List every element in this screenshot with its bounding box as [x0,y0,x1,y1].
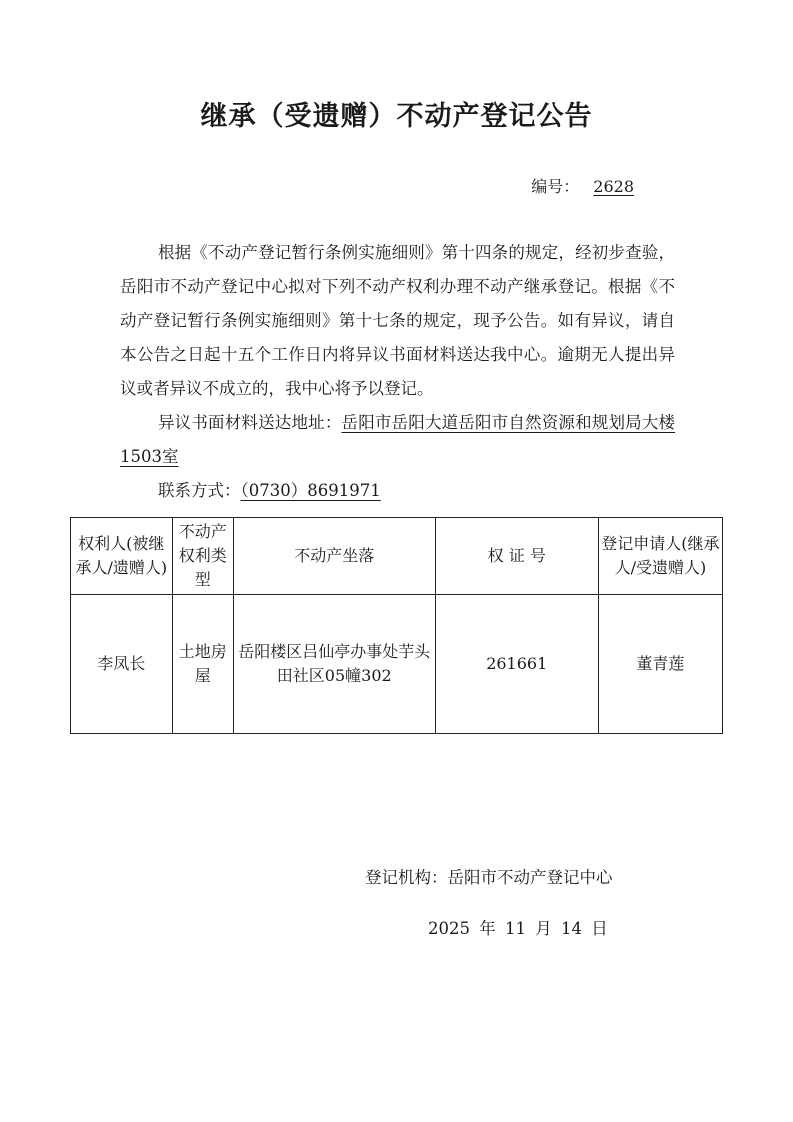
contact-label: 联系方式： [158,481,241,500]
notice-body [120,236,675,508]
header-location: 不动产坐落 [233,518,435,595]
serial-number-line [531,174,634,197]
header-right-type: 不动产权利类型 [172,518,233,595]
address-label: 异议书面材料送达地址： [158,413,342,432]
notice-date: 2025 年 11 月 14 日 [428,919,608,938]
table-header-row [71,518,723,595]
contact-line [120,474,675,508]
notice-title: 继承（受遗赠）不动产登记公告 [200,101,593,132]
notice-paragraph: 根据《不动产登记暂行条例实施细则》第十四条的规定，经初步查验，岳阳市不动产登记中心拟对下列不动产权利办理不动产继承登记。根据《不动产登记暂行条例实施细则》第十七条的规定，现予公告。如有异议，请自本公告之日起十五个工作日内将异议书面材料送达我中心。逾期无人提出异议或者异议不成立的，我中心将予以登记。 [120,243,675,398]
cell-location: 岳阳楼区吕仙亭办事处芋头田社区05幢302 [233,595,435,734]
registration-org: 登记机构：岳阳市不动产登记中心 [365,868,613,887]
header-applicant: 登记申请人(继承人/受遗赠人) [598,518,722,595]
cell-owner: 李凤长 [71,595,173,734]
serial-number: 2628 [593,177,634,196]
registration-table [70,517,723,734]
serial-label: 编号： [531,177,580,196]
cell-right-type: 土地房屋 [172,595,233,734]
table-row [71,595,723,734]
address-value: 岳阳市岳阳大道岳阳市自然资源和规划局大楼1503室 [120,413,676,466]
contact-value: （0730）8691971 [240,481,381,500]
header-cert-number: 权 证 号 [435,518,598,595]
header-owner: 权利人(被继承人/遗赠人) [71,518,173,595]
cell-cert-number: 261661 [435,595,598,734]
address-line [120,406,675,474]
cell-applicant: 董青莲 [598,595,722,734]
